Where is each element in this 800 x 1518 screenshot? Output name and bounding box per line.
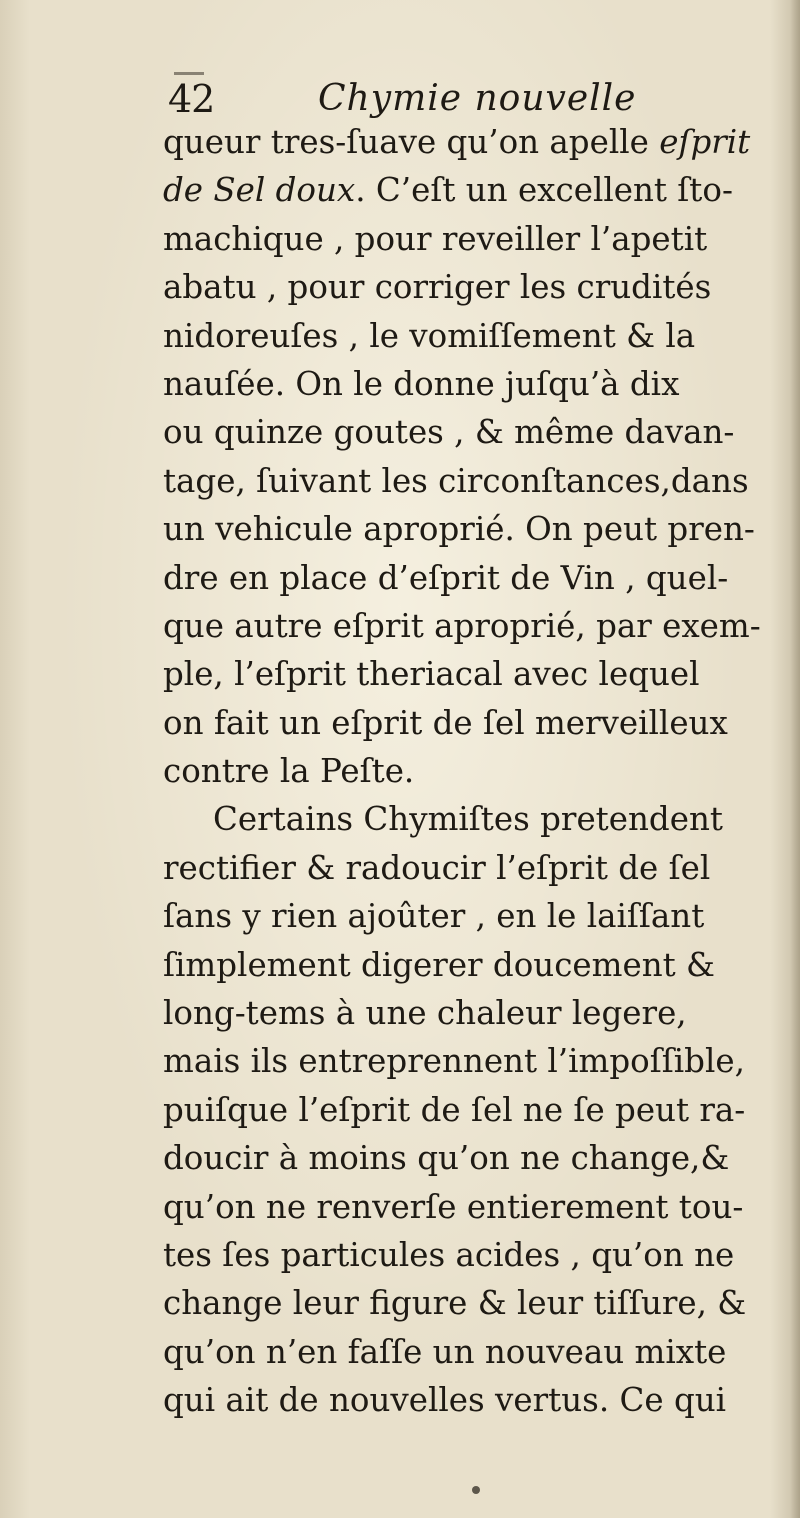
text-segment: ſimplement digerer doucement & bbox=[163, 945, 715, 984]
text-segment: qu’on ne renverſe entierement tou- bbox=[163, 1187, 744, 1226]
text-line bbox=[163, 408, 788, 456]
text-line bbox=[163, 166, 788, 214]
text-segment: tes ſes particules acides , qu’on ne bbox=[163, 1235, 735, 1274]
text-line bbox=[163, 989, 788, 1037]
text-segment: change leur figure & leur tiſſure, & bbox=[163, 1284, 747, 1323]
text-segment: rectifier & radoucir l’eſprit de ſel bbox=[163, 848, 711, 887]
text-line bbox=[163, 1037, 788, 1085]
text-segment: Certains Chymiſtes pretendent bbox=[213, 800, 723, 839]
text-line bbox=[163, 312, 788, 360]
text-segment: nauſée. On le donne juſqu’à dix bbox=[163, 364, 680, 403]
text-segment: contre la Peſte. bbox=[163, 752, 415, 791]
page-number: 42 bbox=[168, 77, 215, 121]
text-line bbox=[163, 505, 788, 553]
text-line bbox=[163, 699, 788, 747]
text-segment: puiſque l’eſprit de ſel ne ſe peut ra- bbox=[163, 1090, 746, 1129]
text-line bbox=[163, 795, 788, 843]
text-line bbox=[163, 554, 788, 602]
text-line bbox=[163, 1231, 788, 1279]
text-segment: tage, ſuivant les circonſtances,dans bbox=[163, 461, 749, 500]
text-segment: ſans y rien ajoûter , en le laiſſant bbox=[163, 897, 705, 936]
text-segment: abatu , pour corriger les crudités bbox=[163, 268, 712, 307]
text-segment: . C’eſt un excellent ſto- bbox=[355, 171, 733, 210]
text-line bbox=[163, 602, 788, 650]
text-line bbox=[163, 747, 788, 795]
text-line bbox=[163, 1279, 788, 1327]
page-edge-shadow bbox=[790, 0, 800, 1518]
text-segment: machique , pour reveiller l’apetit bbox=[163, 219, 708, 258]
text-segment: qu’on n’en faſſe un nouveau mixte bbox=[163, 1332, 727, 1371]
text-line bbox=[163, 650, 788, 698]
footer-mark bbox=[472, 1486, 480, 1494]
text-line bbox=[163, 457, 788, 505]
text-line bbox=[163, 215, 788, 263]
text-line bbox=[163, 844, 788, 892]
text-line bbox=[163, 118, 788, 166]
text-line bbox=[163, 1376, 788, 1424]
text-segment: qui ait de nouvelles vertus. Ce qui bbox=[163, 1381, 727, 1420]
text-line bbox=[163, 892, 788, 940]
text-segment: ou quinze goutes , & même davan- bbox=[163, 413, 735, 452]
text-segment: que autre eſprit aproprié, par exem- bbox=[163, 606, 761, 645]
text-segment: dre en place d’eſprit de Vin , quel- bbox=[163, 558, 729, 597]
text-line bbox=[163, 263, 788, 311]
text-line bbox=[163, 1328, 788, 1376]
text-segment: on fait un eſprit de ſel merveilleux bbox=[163, 703, 728, 742]
text-segment: un vehicule aproprié. On peut pren- bbox=[163, 510, 755, 549]
text-line bbox=[163, 1183, 788, 1231]
text-segment: long-tems à une chaleur legere, bbox=[163, 994, 687, 1033]
text-line bbox=[163, 941, 788, 989]
text-segment: queur tres-ſuave qu’on apelle bbox=[163, 123, 660, 161]
text-segment: doucir à moins qu’on ne change,& bbox=[163, 1139, 730, 1178]
text-segment: ple, l’eſprit theriacal avec lequel bbox=[163, 655, 700, 694]
text-line bbox=[163, 360, 788, 408]
italic-text: eſprit bbox=[659, 123, 751, 161]
italic-text: de Sel doux bbox=[163, 171, 356, 210]
body-text bbox=[163, 118, 788, 1425]
text-segment: mais ils entreprennent l’impoſſible, bbox=[163, 1042, 745, 1081]
text-line bbox=[163, 1086, 788, 1134]
text-segment: nidoreuſes , le vomiſſement & la bbox=[163, 316, 696, 355]
running-title: Chymie nouvelle bbox=[318, 78, 637, 119]
text-line bbox=[163, 1134, 788, 1182]
